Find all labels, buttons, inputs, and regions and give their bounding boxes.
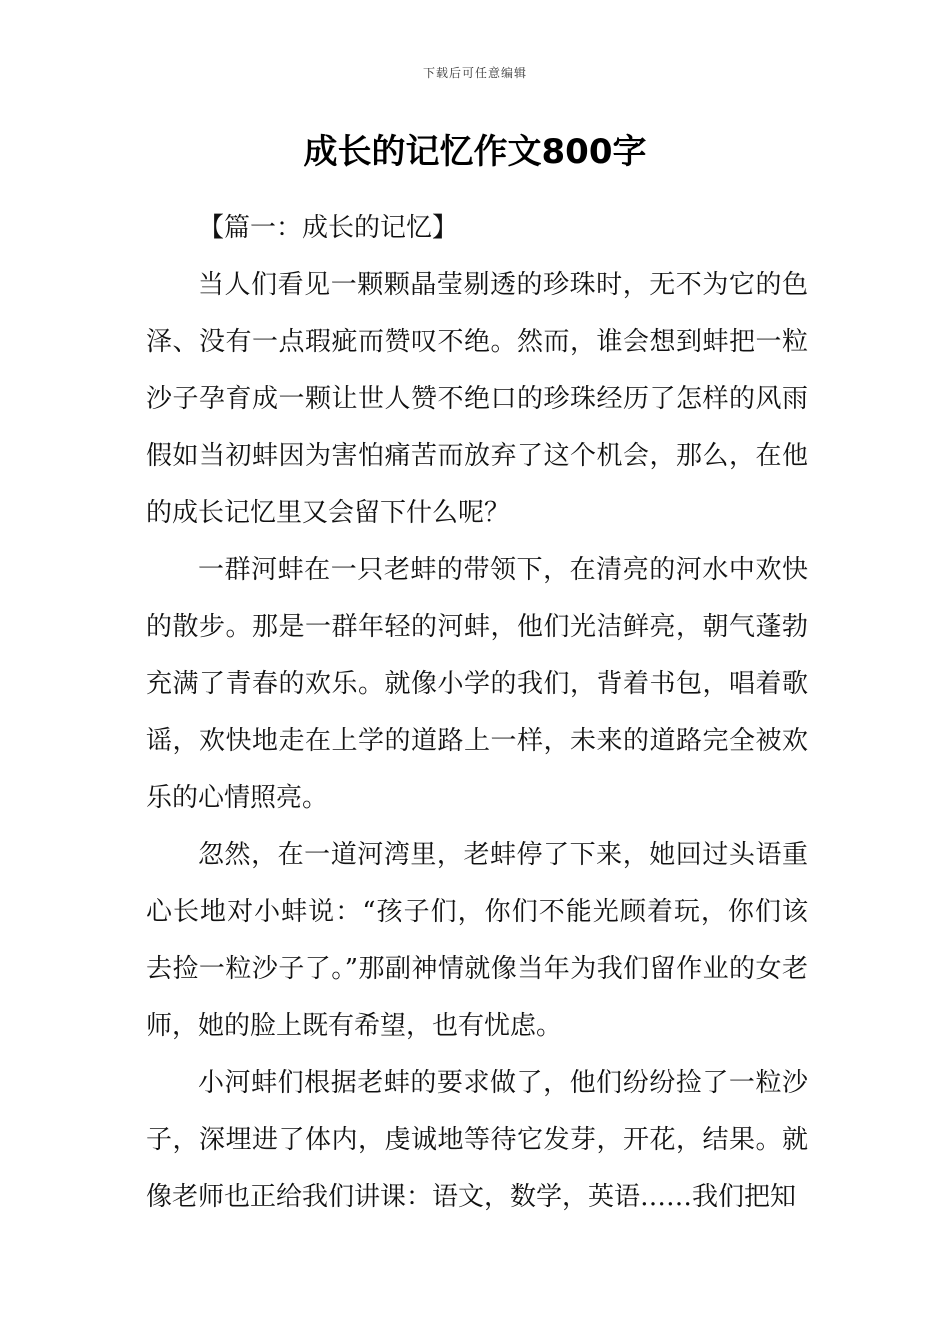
page-title: 成长的记忆作文800字 bbox=[303, 132, 647, 172]
paragraph-1: 当人们看见一颗颗晶莹剔透的珍珠时，无不为它的色泽、没有一点瑕疵而赞叹不绝。然而，谁会想到蚌把一粒沙子孕育成一颗让世人赞不绝口的珍珠经历了怎样的风雨假如当初蚌因为害怕痛苦而放弃了这个机会，那么，在他的成长记忆里又会留下什么呢？ bbox=[146, 270, 808, 528]
document-body bbox=[146, 200, 808, 1226]
paragraph-2: 一群河蚌在一只老蚌的带领下，在清亮的河水中欢快的散步。那是一群年轻的河蚌，他们光洁鲜亮，朝气蓬勃充满了青春的欢乐。就像小学的我们，背着书包，唱着歌谣，欢快地走在上学的道路上一样，未来的道路完全被欢乐的心情照亮。 bbox=[146, 555, 808, 813]
paragraph-3: 忽然，在一道河湾里，老蚌停了下来，她回过头语重心长地对小蚌说：“孩子们，你们不能光顾着玩，你们该去捡一粒沙子了。”那副神情就像当年为我们留作业的女老师，她的脸上既有希望，也有忧虑。 bbox=[146, 840, 808, 1041]
paragraph-4: 小河蚌们根据老蚌的要求做了，他们纷纷捡了一粒沙子，深埋进了体内，虔诚地等待它发芽，开花，结果。就像老师也正给我们讲课：语文，数学，英语……我们把知 bbox=[146, 1068, 808, 1212]
header-note: 下载后可任意编辑 bbox=[422, 66, 527, 80]
section-heading: 【篇一：成长的记忆】 bbox=[198, 213, 459, 243]
